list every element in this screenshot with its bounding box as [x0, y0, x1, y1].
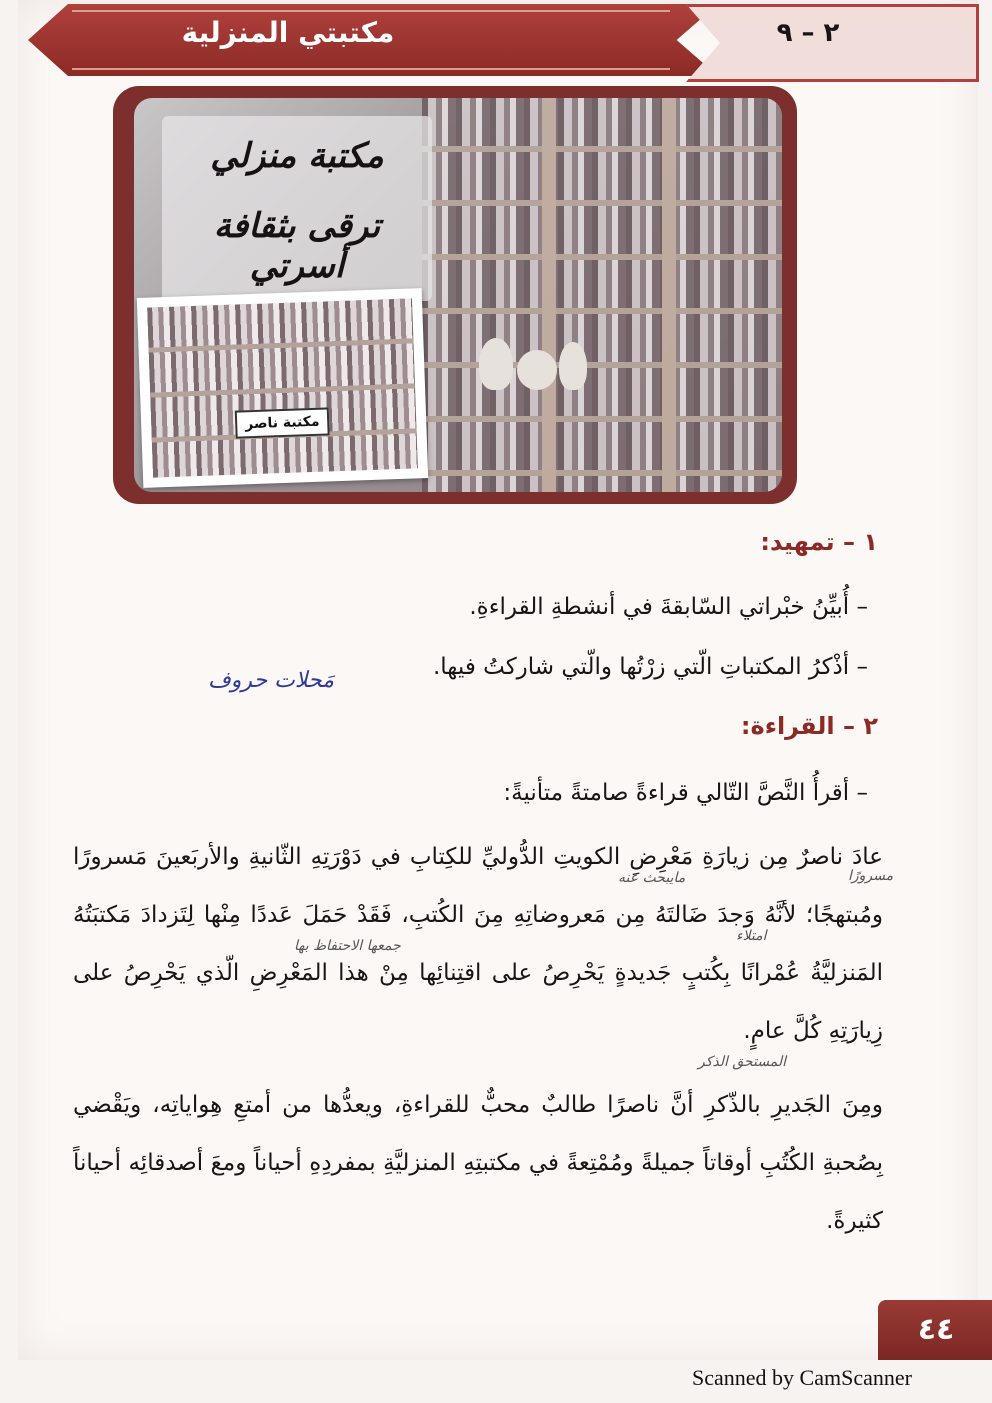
inset-photo — [137, 288, 428, 488]
scanner-credit: Scanned by CamScanner — [692, 1365, 912, 1390]
intro-item-2: – أذْكرُ المكتباتِ الّتي زرْتُها والّتي شاركتُ فيها. — [432, 654, 868, 680]
lesson-title: مكتبتي المنزلية — [181, 16, 395, 49]
reading-heading: ٢ – القراءة: — [740, 712, 878, 740]
library-photo — [134, 98, 782, 492]
textbook-page — [18, 0, 978, 1360]
reading-instruction: – أقرأُ النَّصَّ التّالي قراءةً صامتةً متأنيةً: — [503, 780, 868, 806]
handwritten-note: امتلاء — [736, 928, 767, 944]
decor-vases-image — [479, 330, 589, 390]
handwritten-note: جمعها الاحتفاظ بها — [294, 938, 401, 954]
lesson-number: ٢ – ٩ — [776, 18, 840, 48]
inset-photo-label: مكتبة ناصر — [235, 407, 330, 438]
caption-card — [162, 116, 432, 301]
reading-paragraph-2: ومِنَ الجَديرِ بالذّكرِ أنَّ ناصرًا طالبٌ محبٌّ للقراءةِ، ويعدُّها من أمتعِ هِواياتِه، ويَقْضي بِصُحبةِ الكُتُبِ أوقاتاً جميلةً ومُمْتِعةً في مكتبتِهِ المنزليَّةِ بمفردِهِ أحياناً ومعَ أصدقائِه أحياناً كثيرةً. — [73, 1092, 883, 1234]
handwritten-note: مَحلات حروف — [208, 668, 334, 693]
caption-line-2: ترقى بثقافة أسرتي — [213, 206, 381, 286]
intro-heading: ١ – تمهيد: — [760, 528, 878, 556]
bookshelves-image — [422, 98, 782, 492]
handwritten-note: المستحق الذكر — [698, 1054, 787, 1070]
page-number: ٤٤ — [878, 1300, 992, 1360]
caption-line-1: مكتبة منزلي — [210, 136, 384, 176]
handwritten-note: مايبحث عنه — [618, 870, 686, 886]
handwritten-note: مسرورًا — [848, 868, 894, 884]
reading-paragraph-1: عادَ ناصرٌ مِن زيارَةِ مَعْرِضِ الكويتِ الدُّوليِّ للكِتابِ في دَوْرَتِهِ الثّانيةِ والأربَعينَ مَسرورًا ومُبتهجًا؛ لأنَّهُ وَجدَ ضَالتَهُ مِن مَعروضاتِهِ مِنَ الكُتبِ، فَقَدْ حَمَلَ عَددًا مِنْها لِتَزدادَ مَكتبَتُهُ المَنزليَّةُ عُمْرانًا بِكُتبٍ جَديدةٍ يَحْرِصُ على اقتِنائِها مِنْ هذا المَعْرِضِ الّذي يَحْرِصُ على زِيارَتِهِ كُلَّ عامٍ. — [73, 844, 883, 1044]
intro-item-1: – أُبيِّنُ خبْراتي السّابقةَ في أنشطةِ القراءةِ. — [469, 594, 868, 620]
